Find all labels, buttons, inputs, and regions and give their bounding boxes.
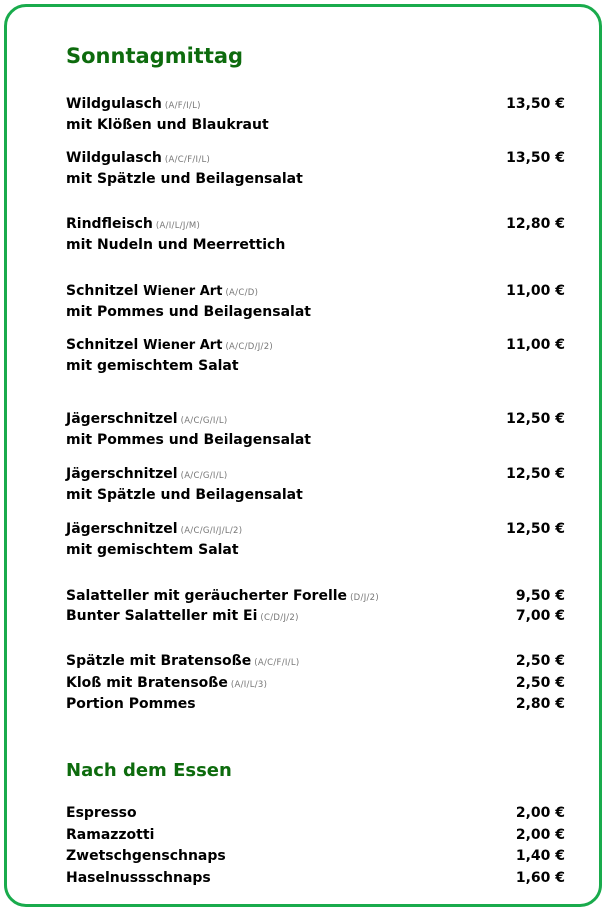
menu-item [66, 465, 565, 483]
item-variant: Wiener Art [143, 338, 223, 353]
item-price: 12,50 € [506, 411, 565, 427]
item-name: Ramazzotti [66, 827, 155, 843]
item-name: Bunter Salatteller mit Ei [66, 608, 258, 624]
allergen-codes: (A/C/G/I/L) [180, 416, 228, 426]
item-price: 1,60 € [515, 870, 565, 886]
menu-item [66, 869, 565, 887]
item-name: Jägerschnitzel [66, 466, 178, 482]
allergen-codes: (D/J/2) [350, 593, 379, 603]
item-description: mit gemischtem Salat [66, 358, 239, 374]
menu-item [66, 410, 565, 428]
allergen-codes: (C/D/J/2) [260, 613, 299, 623]
menu-item [66, 336, 565, 354]
menu-item [66, 520, 565, 538]
item-description: mit Pommes und Beilagensalat [66, 304, 311, 320]
item-name: Wildgulasch [66, 150, 162, 166]
menu-item [66, 607, 565, 625]
item-price: 2,50 € [515, 653, 565, 669]
item-price: 2,00 € [515, 827, 565, 843]
item-description: mit Spätzle und Beilagensalat [66, 487, 303, 503]
item-price: 11,00 € [506, 337, 565, 353]
item-price: 12,50 € [506, 466, 565, 482]
allergen-codes: (A/C/F/I/L) [164, 155, 211, 165]
menu-item [66, 149, 565, 167]
item-price: 2,80 € [515, 696, 565, 712]
item-name: Zwetschgenschnaps [66, 848, 226, 864]
menu-item [66, 674, 565, 692]
item-name: Salatteller mit geräucherter Forelle [66, 588, 348, 604]
item-name: Wildgulasch [66, 96, 162, 112]
item-name: Kloß mit Bratensoße [66, 675, 228, 691]
item-price: 12,80 € [506, 216, 565, 232]
item-price: 1,40 € [515, 848, 565, 864]
menu-item [66, 695, 565, 713]
item-description: mit Klößen und Blaukraut [66, 117, 269, 133]
item-description: mit Nudeln und Meerrettich [66, 237, 286, 253]
item-name: Schnitzel [66, 283, 139, 299]
allergen-codes: (A/I/L/J/M) [155, 221, 201, 231]
item-price: 7,00 € [515, 608, 565, 624]
item-description: mit Spätzle und Beilagensalat [66, 171, 303, 187]
item-price: 2,00 € [515, 805, 565, 821]
menu-item [66, 652, 565, 670]
item-name: Haselnussschnaps [66, 870, 211, 886]
menu-item [66, 95, 565, 113]
menu-item [66, 847, 565, 865]
allergen-codes: (A/C/G/I/J/L/2) [180, 526, 243, 536]
menu-item [66, 215, 565, 233]
item-price: 13,50 € [506, 96, 565, 112]
menu-item [66, 804, 565, 822]
item-price: 11,00 € [506, 283, 565, 299]
item-name: Spätzle mit Bratensoße [66, 653, 252, 669]
allergen-codes: (A/C/D) [225, 288, 259, 298]
item-price: 9,50 € [515, 588, 565, 604]
menu-item [66, 282, 565, 300]
item-price: 2,50 € [515, 675, 565, 691]
item-price: 13,50 € [506, 150, 565, 166]
menu-item [66, 826, 565, 844]
item-name: Rindfleisch [66, 216, 153, 232]
allergen-codes: (A/C/D/J/2) [225, 342, 274, 352]
item-price: 12,50 € [506, 521, 565, 537]
item-name: Schnitzel [66, 337, 139, 353]
allergen-codes: (A/C/F/I/L) [254, 658, 300, 668]
section-title: Sonntagmittag [66, 44, 244, 68]
item-description: mit gemischtem Salat [66, 542, 239, 558]
item-name: Espresso [66, 805, 137, 821]
item-name: Jägerschnitzel [66, 411, 178, 427]
item-description: mit Pommes und Beilagensalat [66, 432, 311, 448]
item-name: Jägerschnitzel [66, 521, 178, 537]
item-variant: Wiener Art [143, 284, 223, 299]
allergen-codes: (A/C/G/I/L) [180, 471, 228, 481]
section-title: Nach dem Essen [66, 760, 232, 781]
item-name: Portion Pommes [66, 696, 196, 712]
allergen-codes: (A/F/I/L) [164, 101, 201, 111]
menu-item [66, 587, 565, 605]
allergen-codes: (A/I/L/3) [230, 680, 268, 690]
